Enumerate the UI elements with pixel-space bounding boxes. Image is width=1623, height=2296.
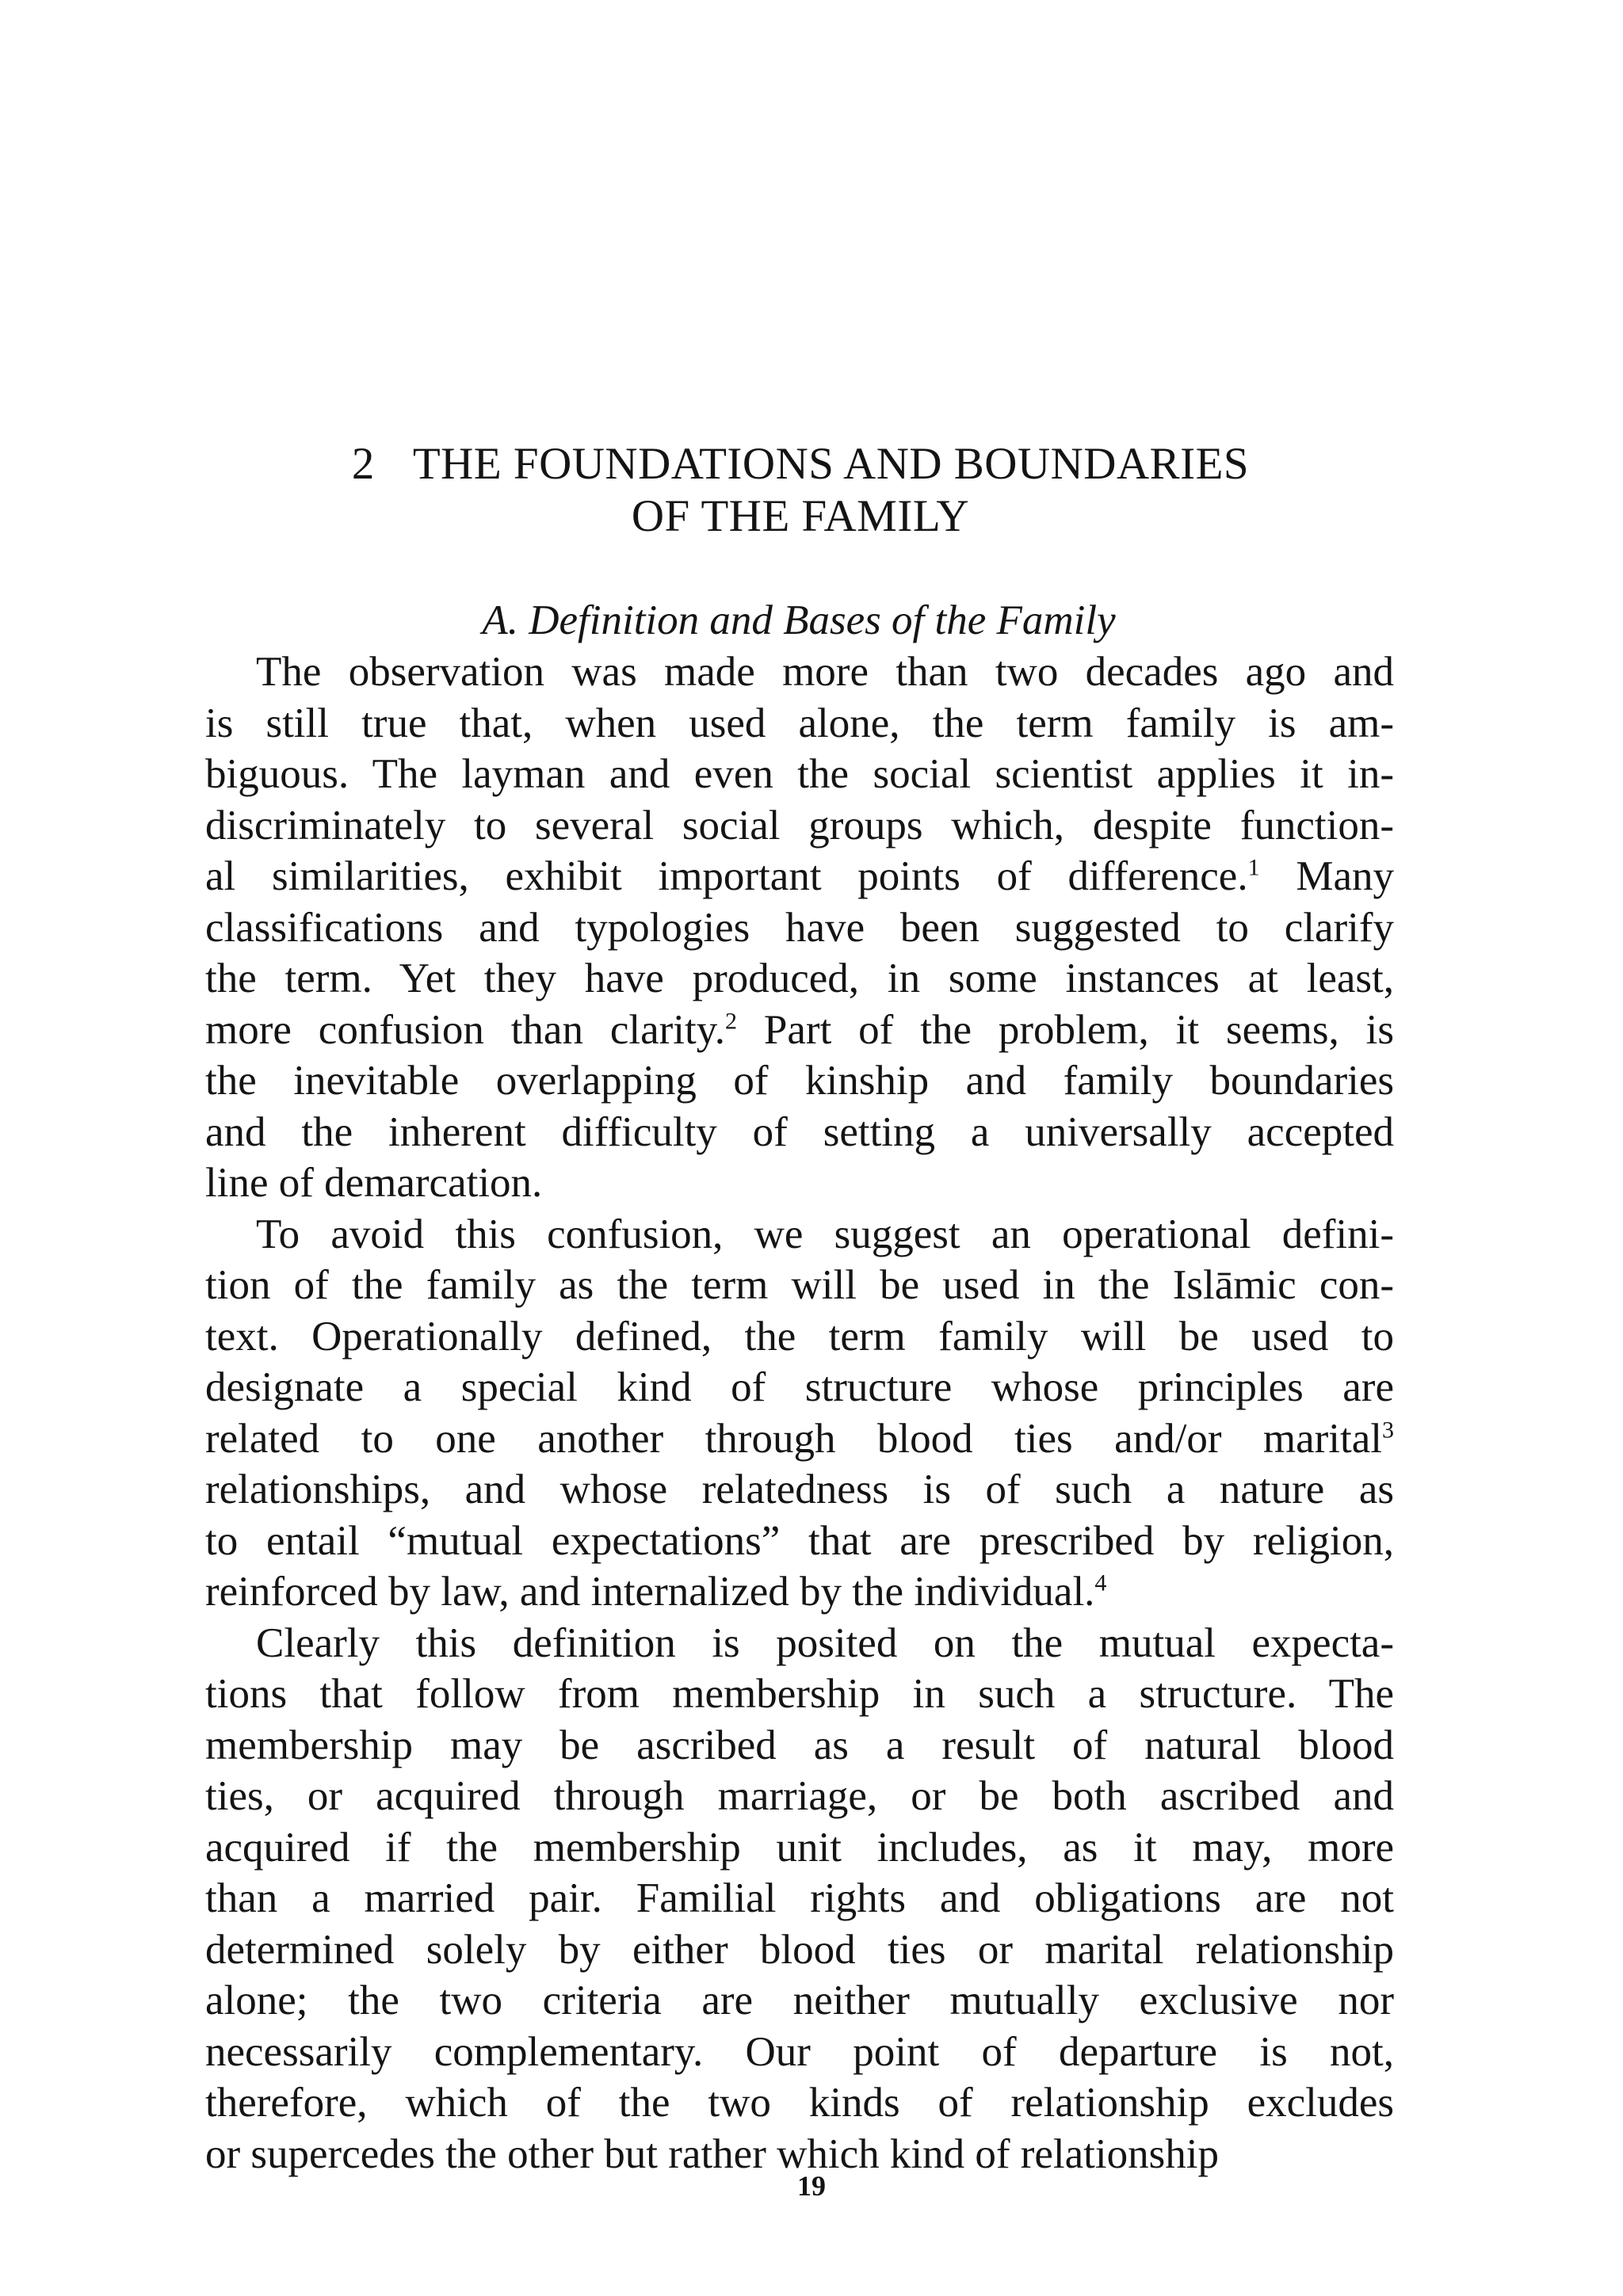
body-text [205,646,1394,2180]
chapter-heading [206,438,1395,543]
line-text: tions that follow from membership in such a structure. The [205,1671,1394,1717]
line-text: and the inherent difficulty of setting a universally accepted [205,1108,1394,1155]
text-line [205,1618,1394,1669]
line-text-continued: Part of the problem, it seems, is [737,1006,1394,1053]
footnote-marker: 4 [1094,1569,1107,1596]
text-line [205,1055,1394,1107]
line-text: related to one another through blood ties and/or marital [205,1415,1382,1462]
text-line [205,902,1394,954]
text-line [205,1362,1394,1413]
paragraph [205,1618,1394,2180]
line-text: alone; the two criteria are neither mutually exclusive nor [205,1978,1394,2023]
line-text: is still true that, when used alone, the term family is am- [205,700,1394,746]
text-line [205,1413,1394,1465]
text-line [205,851,1394,902]
line-text: acquired if the membership unit includes, as it may, more [205,1824,1394,1871]
line-text: membership may be ascribed as a result of natural blood [205,1722,1394,1768]
line-text-continued: Many [1259,853,1394,899]
line-text: determined solely by either blood ties or marital relationship [205,1926,1394,1973]
line-text: the inevitable overlapping of kinship and family boundaries [205,1058,1394,1104]
line-text: To avoid this confusion, we suggest an operational defini- [256,1211,1394,1257]
line-text: biguous. The layman and even the social scientist applies it in- [205,751,1394,797]
text-line [205,1311,1394,1363]
text-line [205,1873,1394,1924]
line-text: the term. Yet they have produced, in some instances at least, [205,955,1394,1001]
paragraph [205,646,1394,1209]
text-line [205,1720,1394,1772]
line-text: text. Operationally defined, the term family will be used to [205,1313,1394,1360]
line-text: line of demarcation. [205,1160,543,1206]
line-text: tion of the family as the term will be used in the Islāmic con- [205,1262,1394,1308]
chapter-heading-line-1 [206,438,1395,490]
chapter-title-line-2: OF THE FAMILY [631,491,970,541]
text-line [205,1669,1394,1720]
line-text: or supercedes the other but rather which kind of relationship [205,2130,1219,2177]
chapter-number: 2 [351,439,375,489]
line-text: The observation was made more than two decades ago and [256,649,1394,695]
line-text: ties, or acquired through marriage, or be both ascribed and [205,1773,1394,1819]
text-line [205,1975,1394,2027]
line-text: al similarities, exhibit important points of difference. [205,853,1248,899]
text-line [205,749,1394,800]
text-line [205,800,1394,852]
chapter-title-line-1: THE FOUNDATIONS AND BOUNDARIES [412,439,1250,489]
text-line [205,2077,1394,2129]
text-line [205,1566,1394,1618]
footnote-marker: 2 [725,1007,738,1034]
paragraph [205,1209,1394,1618]
text-line [205,1158,1394,1209]
page-number: 19 [797,2170,826,2202]
footnote-marker: 3 [1382,1416,1394,1443]
text-line [205,1209,1394,1261]
line-text: discriminately to several social groups which, despite function- [205,802,1394,849]
text-line [205,1005,1394,1056]
line-text: than a married pair. Familial rights and obligations are not [205,1875,1394,1921]
line-text: necessarily complementary. Our point of departure is not, [205,2028,1394,2075]
line-text: designate a special kind of structure whose principles are [205,1364,1394,1410]
text-line [205,1822,1394,1874]
line-text: therefore, which of the two kinds of relationship excludes [205,2080,1394,2126]
text-line [205,2027,1394,2078]
text-line [205,698,1394,749]
text-line [205,1516,1394,1567]
line-text: to entail “mutual expectations” that are prescribed by religion, [205,1517,1394,1564]
footnote-marker: 1 [1247,854,1260,881]
text-line [205,1924,1394,1976]
line-text: more confusion than clarity. [205,1006,726,1053]
text-line [205,953,1394,1005]
text-line [205,1464,1394,1516]
line-text: reinforced by law, and internalized by the individual. [205,1569,1095,1615]
text-line [205,1771,1394,1822]
section-heading: A. Definition and Bases of the Family [482,597,1116,643]
line-text: Clearly this definition is posited on the mutual expecta- [256,1619,1394,1666]
text-line [205,1260,1394,1311]
text-line [205,646,1394,698]
line-text: classifications and typologies have been suggested to clarify [205,904,1394,951]
text-line [205,1107,1394,1158]
line-text: relationships, and whose relatedness is of such a nature as [205,1466,1394,1512]
